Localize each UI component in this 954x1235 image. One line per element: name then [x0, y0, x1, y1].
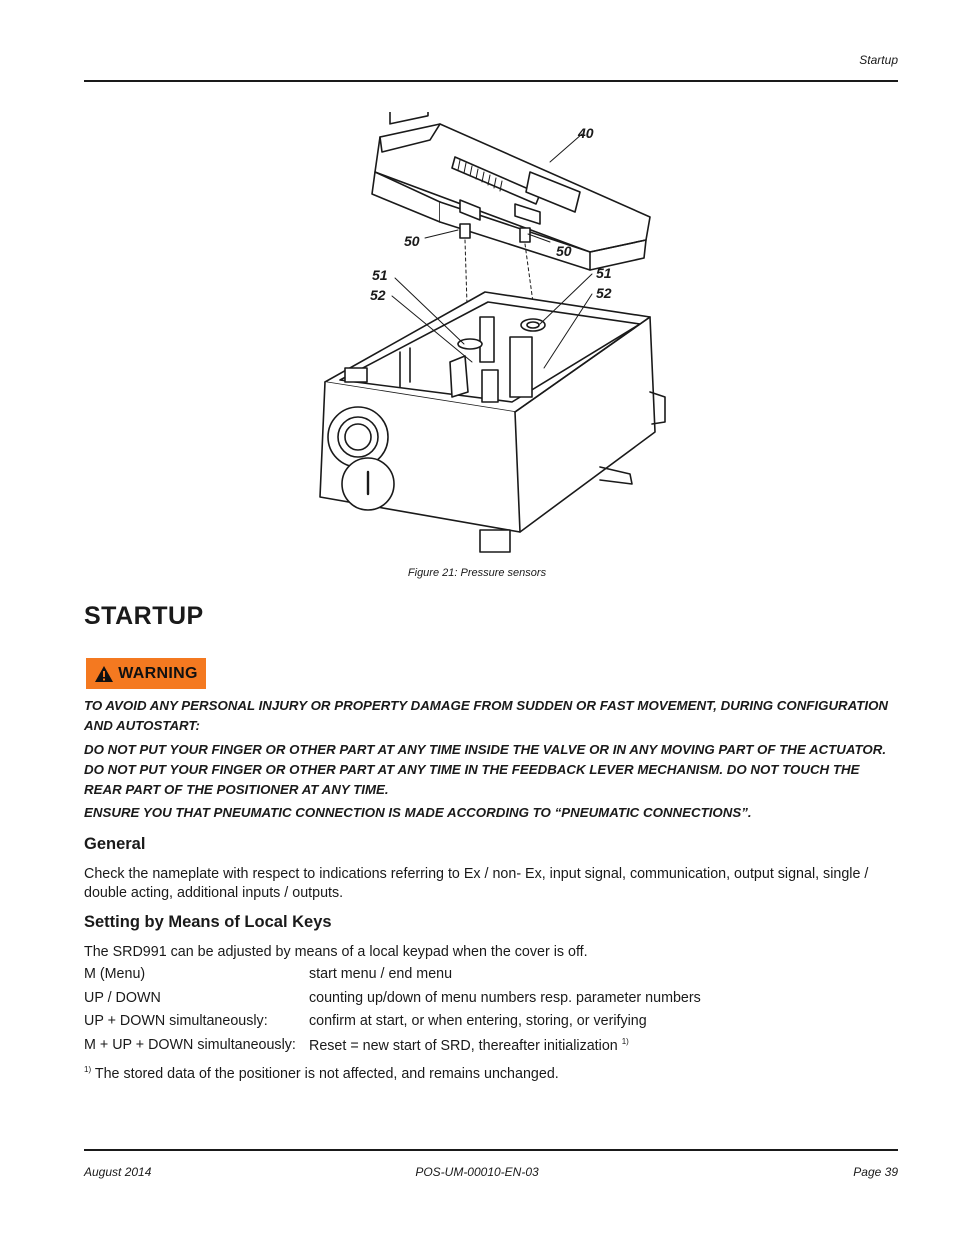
key-description: counting up/down of menu numbers resp. parameter numbers	[309, 990, 701, 1006]
footer-page-number: Page 39	[853, 1165, 898, 1179]
label-40: 40	[578, 125, 594, 141]
header-rule	[84, 80, 898, 82]
warning-paragraph-1: TO AVOID ANY PERSONAL INJURY OR PROPERTY DAMAGE FROM SUDDEN OR FAST MOVEMENT, DURING CONFIGURATION AND AUTOSTART:	[84, 698, 889, 733]
key-description: confirm at start, or when entering, storing, or verifying	[309, 1013, 647, 1029]
label-50-right: 50	[556, 243, 572, 259]
warning-badge	[86, 658, 206, 689]
figure-caption: Figure 21: Pressure sensors	[407, 567, 547, 579]
footer-date: August 2014	[84, 1165, 152, 1179]
label-51-left: 51	[372, 267, 388, 283]
key-description: start menu / end menu	[309, 966, 453, 982]
footnote-mark: 1)	[84, 1065, 92, 1074]
pressure-sensors-figure	[300, 112, 680, 562]
general-text: Check the nameplate with respect to indications referring to Ex / non- Ex, input signal, communication, output signal, single / double acting, additional inputs / outputs.	[84, 866, 869, 901]
general-heading: General	[84, 835, 146, 853]
warning-paragraph-2: DO NOT PUT YOUR FINGER OR OTHER PART AT ANY TIME INSIDE THE VALVE OR IN ANY MOVING PART OF THE ACTUATOR. DO NOT PUT YOUR FINGER OR OTHER PART AT ANY TIME IN THE FEEDBACK LEVER MECHANISM. DO NOT TOUCH THE REAR PART OF THE POSITIONER AT ANY TIME.	[84, 742, 887, 797]
footnote-ref: 1)	[621, 1037, 629, 1046]
key-name: M (Menu)	[84, 966, 146, 982]
key-description: Reset = new start of SRD, thereafter initialization	[309, 1038, 618, 1054]
footer-rule	[84, 1149, 898, 1151]
positioner-drawing	[300, 112, 680, 562]
warning-paragraph-3: ENSURE YOU THAT PNEUMATIC CONNECTION IS MADE ACCORDING TO “PNEUMATIC CONNECTIONS”.	[84, 805, 752, 820]
label-50-left: 50	[404, 233, 420, 249]
footnote	[84, 1060, 898, 1084]
warning-triangle-icon	[94, 665, 114, 683]
local-keys-heading: Setting by Means of Local Keys	[84, 913, 332, 931]
warning-label: WARNING	[118, 664, 198, 682]
local-keys-intro: The SRD991 can be adjusted by means of a local keypad when the cover is off.	[84, 944, 588, 960]
label-52-left: 52	[370, 287, 386, 303]
footnote-text: The stored data of the positioner is not affected, and remains unchanged.	[94, 1066, 559, 1082]
footer-doc-number: POS-UM-00010-EN-03	[415, 1165, 539, 1179]
key-description-with-footnote	[309, 1037, 629, 1054]
key-name: UP / DOWN	[84, 990, 161, 1006]
running-header: Startup	[859, 53, 898, 67]
label-51-right: 51	[596, 265, 612, 281]
label-52-right: 52	[596, 285, 612, 301]
page-title: STARTUP	[84, 602, 204, 630]
key-name: M + UP + DOWN simultaneously:	[84, 1037, 296, 1053]
key-name: UP + DOWN simultaneously:	[84, 1013, 268, 1029]
